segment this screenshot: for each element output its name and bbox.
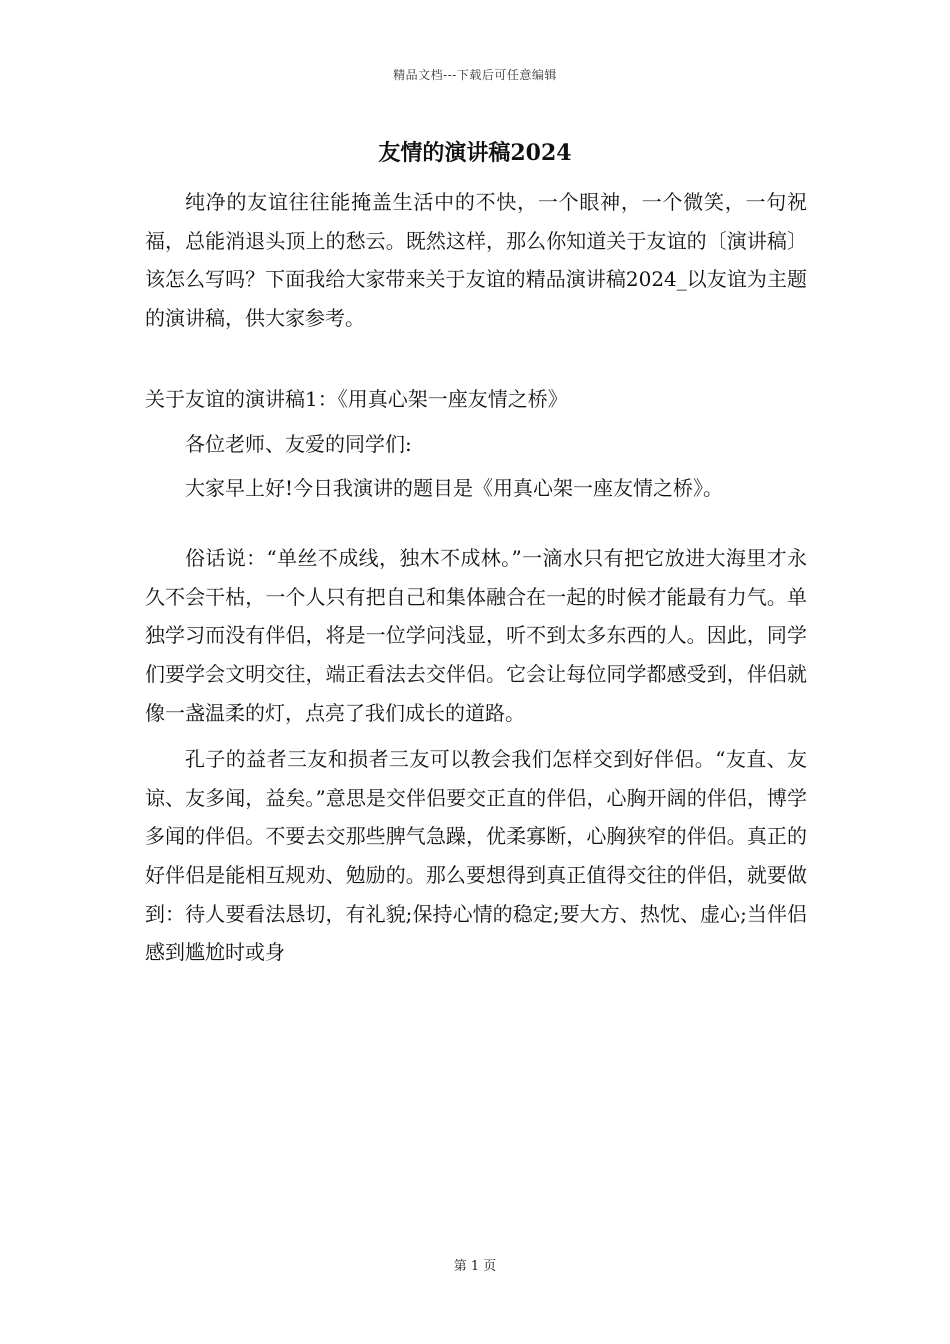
body-paragraph: 孔子的益者三友和损者三友可以教会我们怎样交到好伴侣。“友直、友谅、友多闻，益矣。”意思是交伴侣要交正直的伴侣，心胸开阔的伴侣，博学多闻的伴侣。不要去交那些脾气急躁，优柔寡断，心胸狭窄的伴侣。真正的好伴侣是能相互规劝、勉励的。那么要想得到真正值得交往的伴侣，就要做到：待人要看法恳切，有礼貌;保持心情的稳定;要大方、热忱、虚心;当伴侣感到尴尬时或身 [145,747,807,965]
greeting-paragraph: 大家早上好!今日我演讲的题目是《用真心架一座友情之桥》。 [185,475,724,500]
salutation-paragraph: 各位老师、友爱的同学们: [185,431,412,456]
page-number: 第 1 页 [453,1259,497,1274]
document-title: 友情的演讲稿2024 [378,140,572,166]
page-header: 精品文档---下载后可任意编辑 [393,68,557,82]
body-paragraph: 俗话说：“单丝不成线，独木不成林。”一滴水只有把它放进大海里才永久不会干枯，一个人只有把自己和集体融合在一起的时候才能最有力气。单独学习而没有伴侣，将是一位学问浅显，听不到太多东西的人。因此，同学们要学会文明交往，端正看法去交伴侣。它会让每位同学都感受到，伴侣就像一盏温柔的灯，点亮了我们成长的道路。 [145,546,807,725]
intro-paragraph: 纯净的友谊往往能掩盖生活中的不快，一个眼神，一个微笑，一句祝福，总能消退头顶上的愁云。既然这样，那么你知道关于友谊的〔演讲稿〕该怎么写吗？下面我给大家带来关于友谊的精品演讲稿2024_以友谊为主题的演讲稿，供大家参考。 [145,190,807,330]
document-body [145,183,807,972]
section-heading: 关于友谊的演讲稿1：《用真心架一座友情之桥》 [145,387,568,412]
